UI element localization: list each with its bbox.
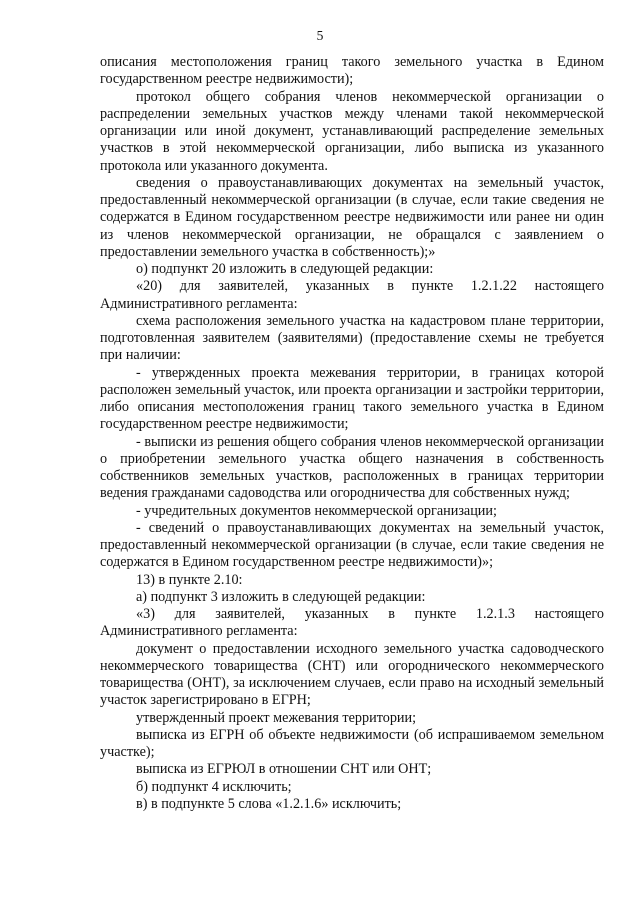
paragraph: в) в подпункте 5 слова «1.2.1.6» исключить; [136,795,402,812]
document-body [100,54,604,813]
paragraph: выписка из ЕГРЮЛ в отношении СНТ или ОНТ; [136,761,432,778]
paragraph: описания местоположения границ такого земельного участка в Едином государственном реестре недвижимости); [100,54,604,88]
paragraph: схема расположения земельного участка на кадастровом плане территории, подготовленная заявителем (заявителями) (предоставление схемы не требуется при наличии: [100,312,604,364]
paragraph: о) подпункт 20 изложить в следующей редакции: [136,261,434,277]
paragraph: - выписки из решения общего собрания членов некоммерческой организации о приобретении земельного участка общего назначения в собственность собственников земельных участков, расположенных в границах территории ведения гражданами садоводства или огородничества для собственных нужд; [100,433,604,502]
paragraph: протокол общего собрания членов некоммерческой организации о распределении земельных участков между членами такой некоммерческой организации или иной документ, устанавливающий распределение земельных участков в этой некоммерческой организации, либо выписка из указанного протокола или указанного документа. [100,88,604,174]
paragraph: утвержденный проект межевания территории; [136,709,417,726]
paragraph: а) подпункт 3 изложить в следующей редакции: [136,588,426,605]
paragraph: - утвержденных проекта межевания территории, в границах которой расположен земельный участок, или проекта организации и застройки территории, либо описания местоположения границ такого земельного участка в Едином государственном реестре недвижимости; [100,364,604,433]
paragraph: документ о предоставлении исходного земельного участка садоводческого некоммерческого товарищества (СНТ) или огороднического некоммерческого товарищества (ОНТ), за исключением случаев, если право на исходный земельный участок зарегистрировано в ЕГРН; [100,640,604,709]
paragraph: «3) для заявителей, указанных в пункте 1.2.1.3 настоящего Административного регламента: [100,606,604,640]
paragraph: - сведений о правоустанавливающих документах на земельный участок, предоставленный некоммерческой организации (в случае, если такие сведения не содержатся в Едином государственном реестре недвижимости)»; [100,519,604,571]
paragraph: 13) в пункте 2.10: [136,571,243,588]
paragraph: б) подпункт 4 исключить; [136,778,292,795]
paragraph: сведения о правоустанавливающих документах на земельный участок, предоставленный некоммерческой организации (в случае, если такие сведения не содержатся в Едином государственном реестре недвижимости или ранее ни один из членов некоммерческой организации, не обращался с заявлением о предоставлении земельного участка в собственность);» [100,174,604,260]
page-number: 5 [316,28,324,43]
paragraph: выписка из ЕГРН об объекте недвижимости (об испрашиваемом земельном участке); [100,726,604,760]
paragraph: «20) для заявителей, указанных в пункте 1.2.1.22 настоящего Административного регламента: [100,278,604,312]
paragraph: - учредительных документов некоммерческой организации; [136,502,497,519]
